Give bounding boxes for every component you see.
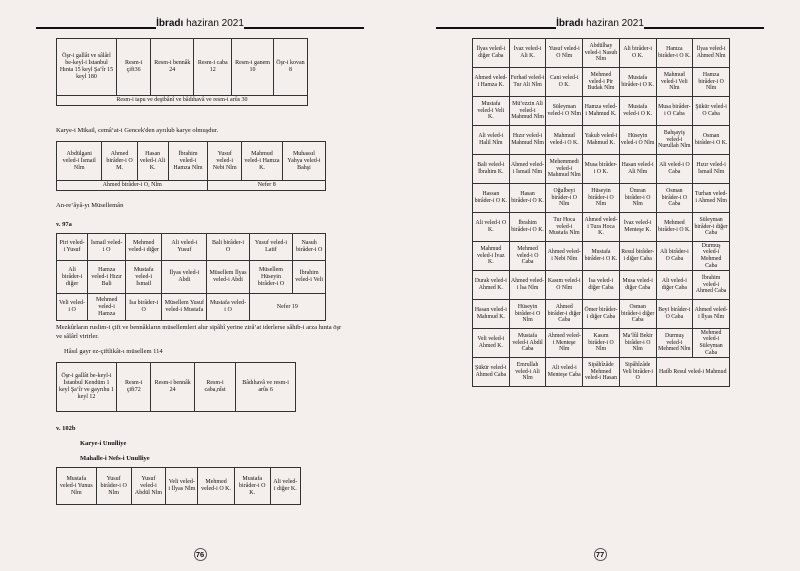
table-cell: Müsellem Hüseyin birâder-i O <box>249 261 293 294</box>
table-cell: Hamza birâder-i O Nlm <box>693 68 730 97</box>
page-number: 77 <box>585 548 615 561</box>
folio-heading: v. 102b <box>56 425 76 432</box>
table-cell: Cani veled-i O K. <box>546 68 583 97</box>
table-cell: Ömer birâder-i diğer Caba <box>583 300 620 329</box>
table-cell: Mustafa veled-i Yunus Nlm <box>57 468 97 505</box>
table-cell: Mehmed veled-i Pir Budak Nlm <box>583 68 620 97</box>
table-cell: Hasan birâder-i O K. <box>509 184 546 213</box>
table-cell: Veli veled-i Ahmed K. <box>473 329 510 358</box>
table-cell: Ahmed veled-i Nebi Nlm <box>546 242 583 271</box>
table-cell: Ahmed veled-i Tura Hoca K. <box>583 213 620 242</box>
header-rule-right <box>644 27 764 29</box>
table-cell: Mustafa veled-i O K. <box>619 97 656 126</box>
table-cell: Durmuş veled-i Mehmed Caba <box>693 242 730 271</box>
table-cell: Oğulbeyi birâder-i O Nlm <box>546 184 583 213</box>
table-cell: Ali veled-i O K. <box>473 213 510 242</box>
table-cell: Hamza veled-i Hızır Bali <box>88 261 126 294</box>
table-cell: Resm-i ganem 10 <box>232 39 274 96</box>
table-cell: Süleyman birâder-i diğer Caba <box>693 213 730 242</box>
table-cell: Beyi birâder-i O Caba <box>656 300 693 329</box>
table-cell: Mehmed veled-i O Caba <box>509 242 546 271</box>
table-cell: Hüseyin veled-i O Nlm <box>619 126 656 155</box>
table-cell: Mahmud veled-i Hamza K. <box>242 142 283 181</box>
table-cell: Ahmed veled-i İlyas Nlm <box>693 300 730 329</box>
table-row <box>473 271 730 300</box>
table-cell: Ferhad veled-i Tur Ali Nlm <box>509 68 546 97</box>
table-cell: Musa birâder-i O K. <box>583 155 620 184</box>
table-cell: Ali veled-i Menteşe Caba <box>546 358 583 387</box>
table-cell: Turhan veled-i Ahmed Nlm <box>693 184 730 213</box>
quarter-heading: Mahalle-i Nefs-i Unulliye <box>80 455 150 462</box>
table-cell: Nefer 19 <box>249 294 325 321</box>
header-title: İbradı haziran 2021 <box>156 18 244 29</box>
table-cell: Hatîb Resul veled-i Mahmud <box>656 358 729 387</box>
section-note: An-re‘âyâ-yı Müsellemân <box>56 202 124 209</box>
table-cell: Şükür veled-i Ahmed Caba <box>473 358 510 387</box>
table-cell: Ahmed birâder-i diğer Caba <box>546 300 583 329</box>
household-table-2 <box>56 233 326 321</box>
table-cell: İlyas veled-i diğer Caba <box>473 39 510 68</box>
table-cell: Mü‘ezzin Ali veled-i Mahmud Nlm <box>509 97 546 126</box>
table-cell: İlyas veled-i Abdi <box>162 261 207 294</box>
register-table <box>472 38 730 387</box>
table-cell: Mehmed veled-i Süleyman Caba <box>693 329 730 358</box>
table-cell: Piri veled-i Yusuf <box>57 234 88 261</box>
table-cell: Yusuf veled-i O Nlm <box>546 39 583 68</box>
table-cell: İbrahim veled-i Ahmed Caba <box>693 271 730 300</box>
table-cell: Mustafa birâder-i O K. <box>619 68 656 97</box>
table-cell: Mehmed veled-i diğer <box>126 234 162 261</box>
table-cell: Şükür veled-i O Caba <box>693 97 730 126</box>
table-row <box>473 126 730 155</box>
table-cell: Mustafa birâder-i O K. <box>583 242 620 271</box>
table-cell: Mahmud veled-i Veli Nlm <box>656 68 693 97</box>
table-cell: Hüseyin birâder-i O Nlm <box>583 184 620 213</box>
household-table-3 <box>56 467 301 505</box>
table-cell: Osman birâder-i O K. <box>693 126 730 155</box>
table-cell: Osman birâder-i diğer Caba <box>619 300 656 329</box>
table-cell: Hamza birâder-i O K. <box>656 39 693 68</box>
table-cell: Mahmud veled-i İvaz K. <box>473 242 510 271</box>
table-cell: Bali veled-i İbrahim K. <box>473 155 510 184</box>
table-row <box>473 68 730 97</box>
table-cell: Ahmed veled-i İsa Nlm <box>509 271 546 300</box>
table-cell: Abdülgani veled-i İsmail Nlm <box>57 142 102 181</box>
table-row <box>473 39 730 68</box>
table-cell: Mustafa birâder-i O K. <box>234 468 270 505</box>
village-heading: Karye-i Unulliye <box>80 440 127 447</box>
table-cell: Ali veled-i Yusuf <box>162 234 207 261</box>
table-cell: İbrahim veled-i Hamza Nlm <box>168 142 208 181</box>
table-cell: Nasuh birâder-i O <box>293 234 326 261</box>
paragraph: Karye-i Mikail, cemâ‘at-i Gencek'den ayrılub karye olmuşdur. <box>56 127 219 134</box>
table-cell: Hüseyin birâder-i O Nlm <box>509 300 546 329</box>
table-cell: İsa veled-i diğer Caba <box>583 271 620 300</box>
table-cell: Durak veled-i Ahmed K. <box>473 271 510 300</box>
table-cell: Hassan birâder-i O K. <box>473 184 510 213</box>
table-cell: İbrahim birâder-i O K. <box>509 213 546 242</box>
table-cell: Mehmed veled-i O K. <box>198 468 234 505</box>
table-cell: Yusuf birâder-i O Nlm <box>96 468 131 505</box>
folio-heading: v. 97a <box>56 221 72 228</box>
table-row <box>473 329 730 358</box>
table-footer-cell: Ahmed birâder-i O, Nlm <box>57 181 208 191</box>
page-number: 76 <box>185 548 215 561</box>
paragraph: Hâsıl gayr ez-çiftlikât-ı müsellem 114 <box>64 348 163 355</box>
table-cell: Ali birâder-i diğer <box>57 261 88 294</box>
table-cell: Osman birâder-i O Caba <box>656 184 693 213</box>
table-cell: Öşr-i gallât be-keyl-i İstanbul Kendüm 1 keyl Şa‘îr ve gayrıhu 1 keyl 12 <box>57 363 117 412</box>
table-footer-cell: Resm-i tapu ve deştbânî ve bâdıhavâ ve resm-i arûs 30 <box>57 96 308 106</box>
table-cell: Resm-i bennâk 24 <box>151 39 194 96</box>
table-cell: Emrullah veled-i Ali Nlm <box>509 358 546 387</box>
table-cell: Mustafa veled-i İsmail <box>126 261 162 294</box>
table-row <box>473 300 730 329</box>
table-cell: Tur Hoca veled-i Mustafa Nlm <box>546 213 583 242</box>
table-cell: Mustafa veled-i Abdil Caba <box>509 329 546 358</box>
table-cell: Müsellem Yusuf veled-i Mustafa <box>162 294 207 321</box>
table-cell: Hasan veled-i Mahmud K. <box>473 300 510 329</box>
table-row <box>473 213 730 242</box>
revenue-table-1 <box>56 38 308 106</box>
table-cell: Hamza veled-i Mahmud K. <box>583 97 620 126</box>
table-cell: Ahmed birâder-i O M. <box>102 142 137 181</box>
table-cell: Resm-i çift36 <box>117 39 151 96</box>
table-cell: Hızır veled-i Mahmud Nlm <box>509 126 546 155</box>
table-cell: Bahşayiş veled-i Nurullah Nlm <box>656 126 693 155</box>
table-row <box>473 242 730 271</box>
table-cell: Resm-i caba 12 <box>194 39 232 96</box>
running-header <box>436 18 764 30</box>
table-cell: Yusuf veled-i Abdül Nlm <box>131 468 166 505</box>
table-cell: Resm-i caba,nîst <box>194 363 235 412</box>
table-cell: İvaz veled-i Ali K. <box>509 39 546 68</box>
table-cell: İbrahim veled-i Veli <box>293 261 326 294</box>
table-cell: Musa birâder-i O Caba <box>656 97 693 126</box>
table-cell: Ali birâder-i O K. <box>619 39 656 68</box>
table-row <box>473 184 730 213</box>
table-cell: Ma‘lûl Bekir birâder-i O Nlm <box>619 329 656 358</box>
table-footer-cell: Nefer 8 <box>208 181 326 191</box>
table-cell: Mahmud veled-i O K. <box>546 126 583 155</box>
table-row <box>473 97 730 126</box>
table-cell: Bali birâder-i O <box>207 234 249 261</box>
table-cell: Resul birâder-i diğer Caba <box>619 242 656 271</box>
household-table-1 <box>56 141 326 191</box>
running-header <box>36 18 364 30</box>
table-cell: Mehemmedi veled-i Mahmud Nlm <box>546 155 583 184</box>
table-cell: Hasan veled-i Ali K. <box>137 142 168 181</box>
table-cell: Mehmed veled-i Hamza <box>88 294 126 321</box>
table-cell: İsa birâder-i O <box>126 294 162 321</box>
table-cell: Resm-i çift72 <box>117 363 151 412</box>
table-cell: Resm-i bennâk 24 <box>151 363 194 412</box>
table-cell: Mustafa veled-i O <box>207 294 249 321</box>
table-cell: Yusuf veled-i Latif <box>249 234 293 261</box>
table-cell: Müsellem İlyas veled-i Abdi <box>207 261 249 294</box>
table-row <box>473 358 730 387</box>
table-cell: İsmail veled-i O <box>88 234 126 261</box>
table-cell: Ahmed veled-i İsmail Nlm <box>509 155 546 184</box>
table-cell: Kasım birâder-i O Nlm <box>583 329 620 358</box>
paragraph: Mezkûrların ruslim-i çift ve bennâkların müsellemleri alur sipâhî yerine zirâ‘at iderlerse sâhib-i arza hınta öşr ve sâlârî virirler. <box>56 324 342 340</box>
table-cell: Ali birâder-i O Caba <box>656 242 693 271</box>
table-cell: Mehmed birâder-i O K. <box>656 213 693 242</box>
table-cell: Mustafa veled-i Veli K. <box>473 97 510 126</box>
left-content <box>56 38 346 505</box>
table-cell: Ali veled-i O Caba <box>656 155 693 184</box>
table-cell: Ümran birâder-i O Nlm <box>619 184 656 213</box>
revenue-table-2 <box>56 362 296 412</box>
table-cell: Musa veled-i diğer Caba <box>619 271 656 300</box>
table-cell: Sipâhîzâde Veli birâder-i O <box>619 358 656 387</box>
table-cell: Hızır veled-i İsmail Nlm <box>693 155 730 184</box>
table-cell: Veli veled-i O <box>57 294 88 321</box>
header-rule-right <box>244 27 364 29</box>
table-cell: İlyas veled-i Ahmed Nlm <box>693 39 730 68</box>
table-cell: Kasım veled-i O Nlm <box>546 271 583 300</box>
table-cell: Ali veled-i Halil Nlm <box>473 126 510 155</box>
table-cell: Muhassıl Yahya veled-i Bahşi <box>282 142 325 181</box>
table-cell: Sipâhîzâde Mehmed veled-i Hasan <box>583 358 620 387</box>
table-cell: Süleyman veled-i O Nlm <box>546 97 583 126</box>
table-cell: Ali veled-i diğer K. <box>270 468 300 505</box>
table-cell: Öşr-i gallât ve sâlârî be-keyl-i İstanbul Hınta 15 keyl Şa‘îr 15 keyl 180 <box>57 39 117 96</box>
table-cell: Ali veled-i diğer Caba <box>656 271 693 300</box>
table-row <box>473 155 730 184</box>
table-cell: Veli veled-i İlyas Nlm <box>166 468 198 505</box>
header-title: İbradı haziran 2021 <box>556 18 644 29</box>
table-cell: Ahmed veled-i Hamza K. <box>473 68 510 97</box>
table-cell: Öşr-i kovan 8 <box>273 39 307 96</box>
table-cell: İvaz veled-i Menteşe K. <box>619 213 656 242</box>
table-cell: Yakub veled-i Mahmud K. <box>583 126 620 155</box>
table-cell: Ahmed veled-i Menteşe Nlm <box>546 329 583 358</box>
table-cell: Durmuş veled-i Mehmed Nlm <box>656 329 693 358</box>
table-cell: Abdülhay veled-i Nasuh Nlm <box>583 39 620 68</box>
table-cell: Bâdıhavâ ve resm-i arûs 6 <box>236 363 296 412</box>
table-cell: Yusuf veled-i Nebi Nlm <box>208 142 242 181</box>
table-cell: Hasan veled-i Ali Nlm <box>619 155 656 184</box>
